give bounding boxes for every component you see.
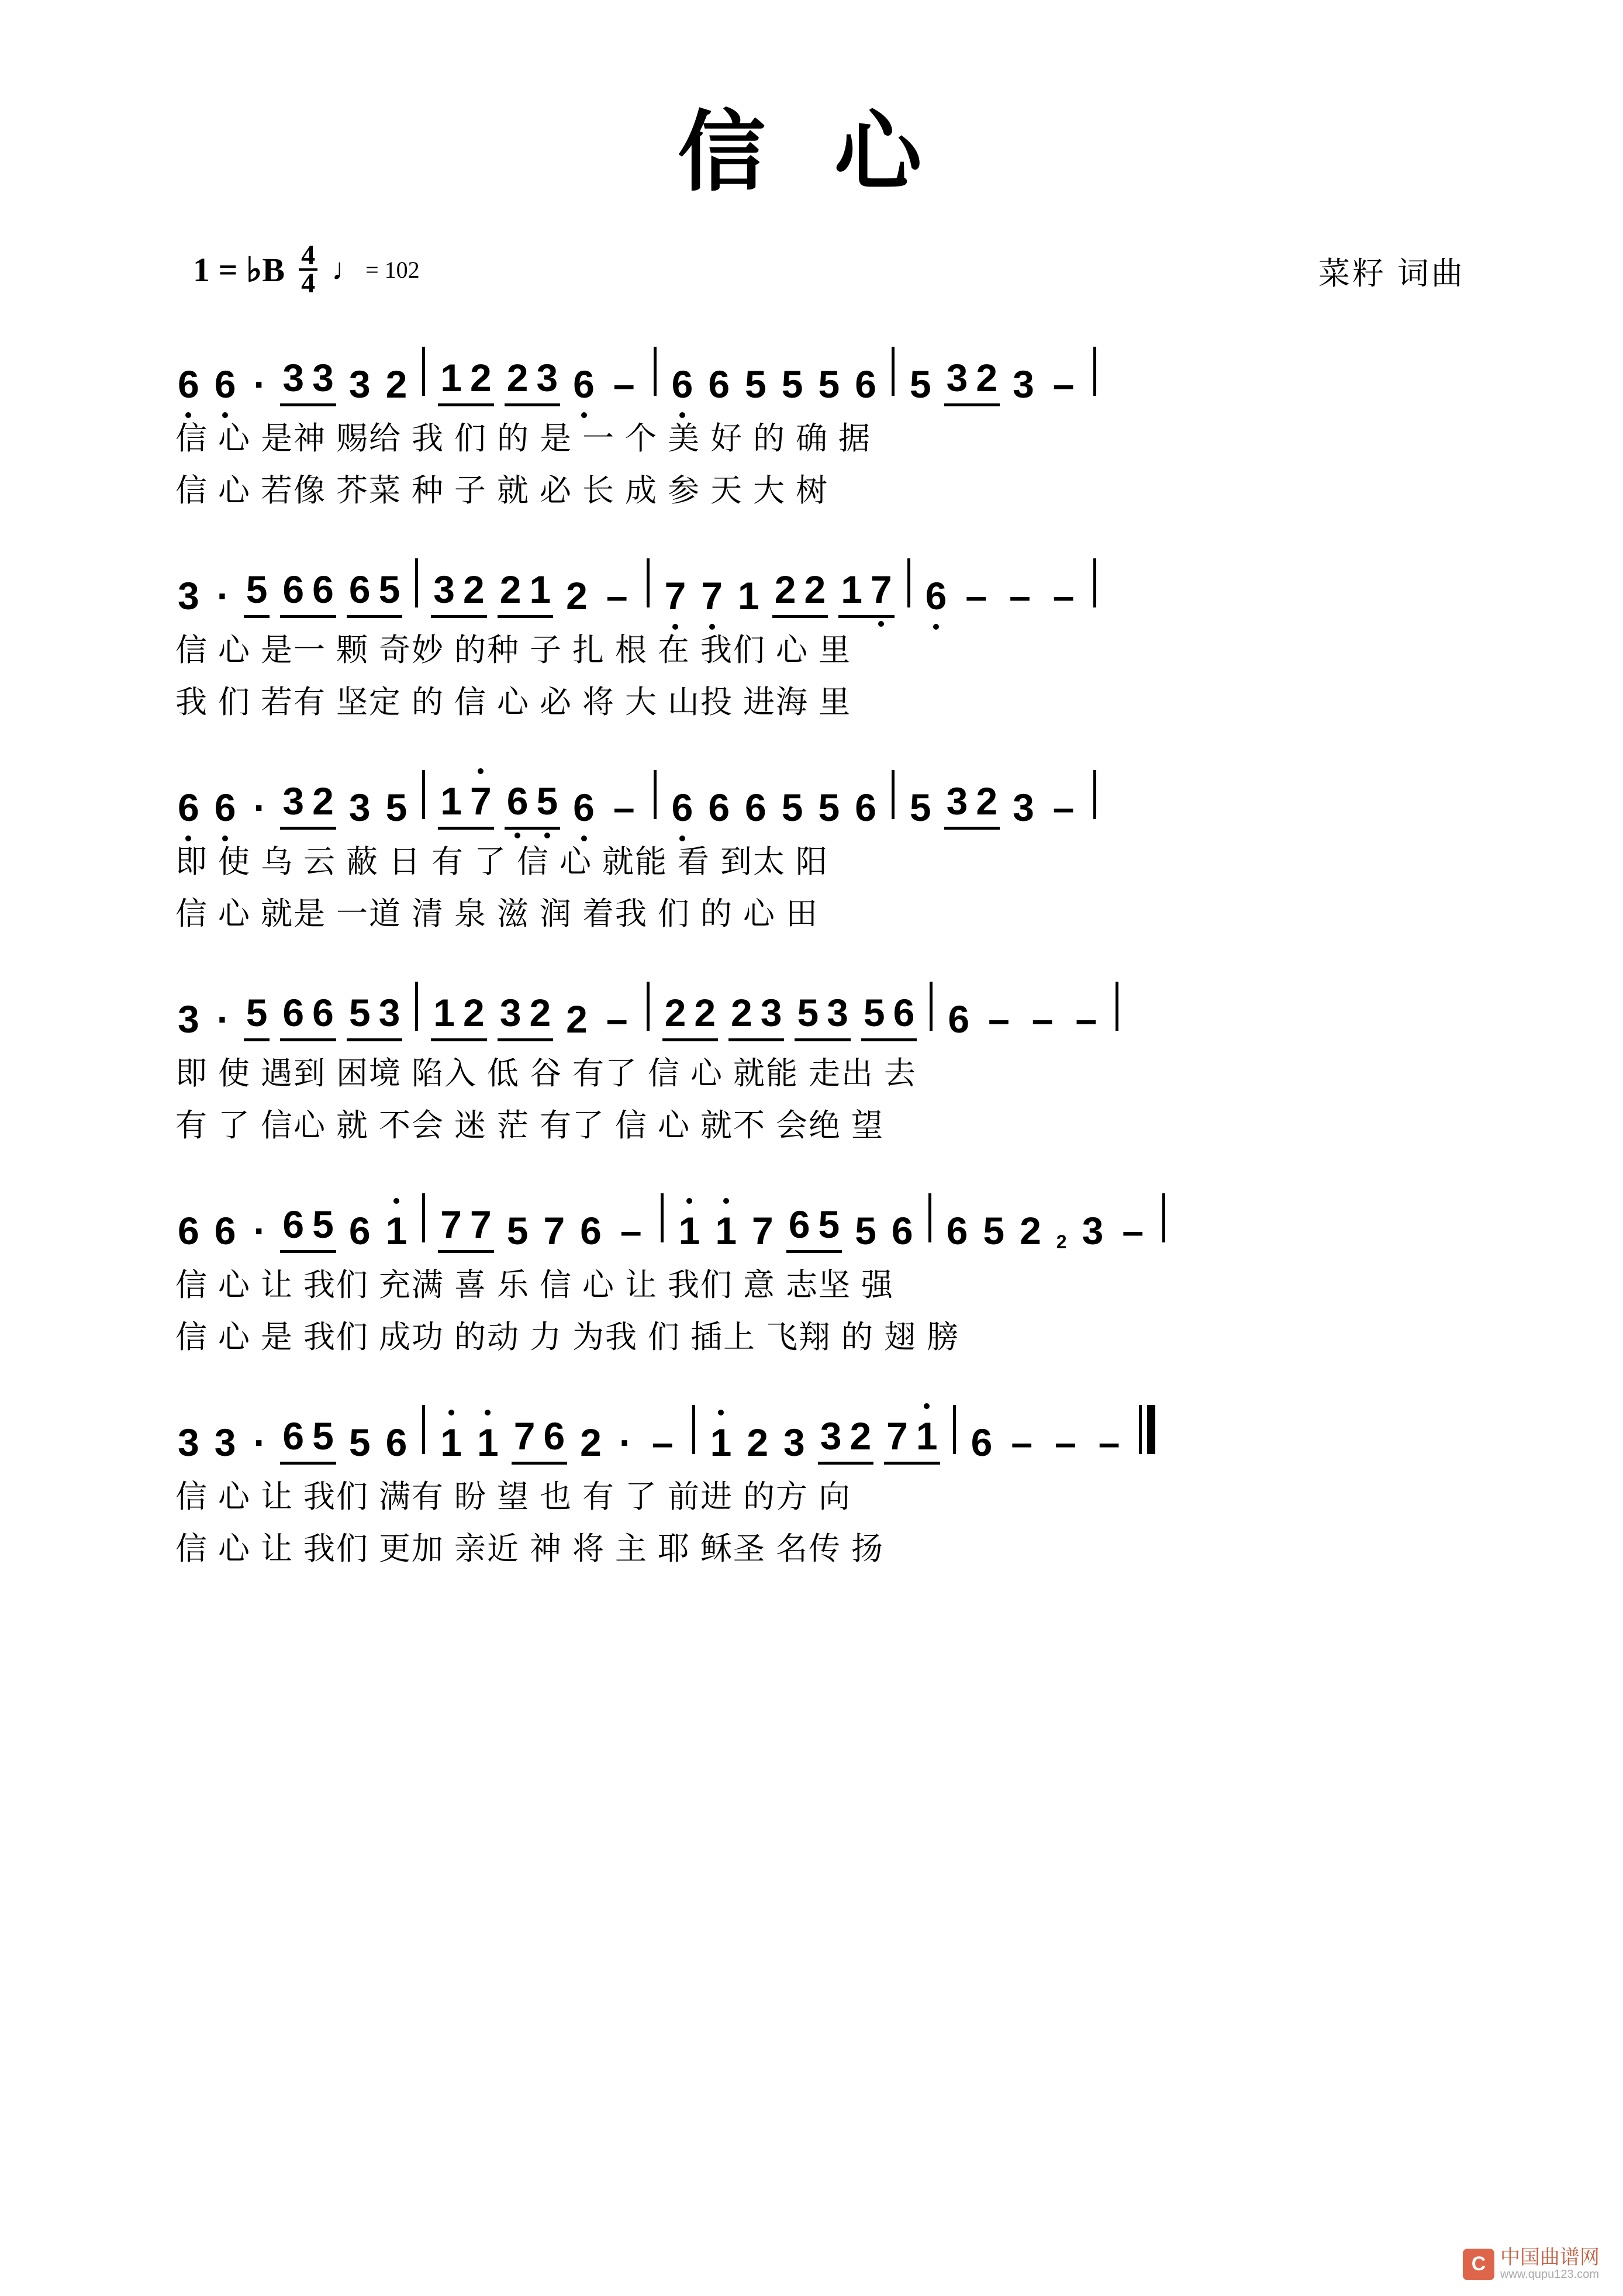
note: 1: [529, 568, 551, 611]
time-signature: [299, 240, 317, 299]
final-barline: [1139, 1405, 1142, 1454]
system-2: [175, 548, 1448, 722]
augmentation-dot: ·: [216, 997, 230, 1041]
note: 7: [440, 1203, 462, 1246]
sustain-dash: –: [1031, 997, 1054, 1041]
note: 5: [534, 779, 560, 823]
sustain-dash: –: [1055, 1421, 1076, 1464]
lyrics-verse-1: 即 使 遇到 困境 陷入 低 谷 有了 信 心 就能 走出 去: [175, 1056, 917, 1091]
note: 6: [971, 1421, 993, 1464]
note: 5: [909, 362, 931, 406]
barline: [953, 1405, 956, 1454]
note: 1: [841, 568, 862, 611]
note: 6: [282, 1414, 305, 1458]
note: 6: [788, 1203, 810, 1246]
beamed-group: [944, 355, 1000, 406]
sustain-dash: –: [1052, 574, 1075, 617]
beamed-group: [498, 567, 553, 618]
note: 6: [946, 1209, 968, 1252]
beamed-group: [662, 990, 718, 1041]
note: 5: [745, 362, 766, 406]
note: 7: [470, 1203, 492, 1246]
sustain-dash: –: [620, 1209, 642, 1252]
note: 5: [312, 1414, 334, 1458]
lyrics-verse-2: 信 心 就是 一道 清 泉 滋 润 着我 们 的 心 田: [175, 896, 819, 931]
note: 6: [212, 785, 239, 830]
beamed-group: [431, 567, 486, 618]
note: 3: [178, 997, 199, 1041]
barline: [415, 558, 418, 607]
watermark-site-name: 中国曲谱网: [1500, 2246, 1600, 2269]
note: 5: [385, 786, 408, 829]
barline: [930, 982, 933, 1031]
note: 6: [923, 574, 949, 618]
note: 2: [731, 991, 752, 1034]
note: 6: [543, 1414, 565, 1458]
lyrics-verse-2: 有 了 信心 就 不会 迷 茫 有了 信 心 就不 会绝 望: [175, 1108, 885, 1143]
note: 2: [385, 362, 408, 406]
score-header: [0, 240, 1623, 313]
measure: [438, 1202, 647, 1253]
note: 6: [855, 362, 876, 406]
augmentation-dot: ·: [253, 1209, 267, 1252]
sustain-dash: –: [613, 362, 635, 406]
barline: [422, 1405, 425, 1454]
barline: [647, 982, 650, 1031]
measure: [438, 779, 640, 830]
key-and-meter: [193, 240, 420, 299]
barline: [654, 770, 657, 819]
augmentation-dot: ·: [253, 1421, 267, 1464]
note: 6: [669, 785, 696, 830]
note: 2: [976, 779, 998, 823]
barline: [1093, 770, 1096, 819]
measure: [662, 990, 917, 1041]
note: 5: [818, 362, 840, 406]
note: 6: [282, 1203, 305, 1246]
note: 2: [774, 568, 796, 611]
note: 1: [440, 356, 462, 399]
augmentation-dot: ·: [619, 1421, 632, 1464]
barline: [892, 770, 895, 819]
note: 5: [818, 786, 840, 829]
lyrics-verse-2: 信 心 让 我们 更加 亲近 神 将 主 耶 稣圣 名传 扬: [175, 1531, 885, 1566]
measure: [175, 1202, 409, 1253]
barline: [422, 770, 425, 819]
sustain-dash: –: [606, 997, 628, 1041]
barline: [661, 1193, 664, 1242]
note: 3: [946, 356, 968, 399]
note: 6: [505, 779, 531, 823]
note: 1: [738, 574, 759, 617]
beamed-group: [280, 779, 336, 830]
measure: [923, 574, 1080, 618]
note: 6: [282, 568, 305, 611]
beamed-group: [347, 567, 402, 618]
note: 5: [909, 786, 931, 829]
note: 2: [804, 568, 826, 611]
barline: [415, 982, 418, 1031]
note: 1: [438, 1420, 464, 1465]
lyrics-verse-2: 信 心 是 我们 成功 的动 力 为我 们 插上 飞翔 的 翅 膀: [175, 1320, 960, 1355]
note: 6: [312, 991, 334, 1034]
measure: [175, 567, 402, 618]
beamed-group: [280, 1414, 336, 1465]
note: 3: [214, 1421, 236, 1464]
barline: [422, 347, 425, 396]
system-1: [175, 336, 1448, 510]
note: 6: [175, 362, 202, 406]
measure: [438, 355, 640, 406]
note: 1: [440, 779, 462, 823]
beamed-group: [498, 990, 553, 1041]
notation-line-2: [175, 548, 1448, 618]
note: 2: [1020, 1209, 1041, 1252]
note: 3: [378, 991, 400, 1034]
beamed-group: [280, 567, 336, 618]
beamed-group: [772, 567, 828, 618]
note: 6: [175, 785, 202, 830]
note: 6: [669, 362, 696, 406]
note: 3: [312, 356, 334, 399]
tempo-value: = 102: [365, 256, 420, 283]
beamed-group: [838, 567, 894, 618]
note: 6: [348, 1209, 371, 1252]
watermark-text: [1500, 2247, 1600, 2281]
beamed-group: [884, 1414, 940, 1465]
note: 5: [855, 1209, 876, 1252]
note: 6: [745, 786, 766, 829]
note: 5: [506, 1209, 529, 1252]
note: 6: [348, 568, 371, 611]
time-signature-denominator: 4: [301, 268, 316, 299]
note: 3: [178, 1421, 199, 1464]
note: 5: [348, 991, 371, 1034]
note: 2: [976, 356, 998, 399]
sustain-dash: –: [988, 997, 1010, 1041]
note: 6: [891, 1209, 913, 1252]
note: 5: [781, 786, 803, 829]
note: 3: [282, 356, 305, 399]
beamed-group: [728, 990, 784, 1041]
sustain-dash: –: [606, 574, 628, 617]
beamed-group: [512, 1414, 567, 1465]
note: 2: [312, 779, 334, 823]
measure: [907, 779, 1080, 830]
beamed-group: [438, 779, 493, 830]
note: 3: [783, 1421, 805, 1464]
note: 2: [850, 1414, 872, 1458]
measure: [175, 779, 409, 830]
lyrics-verse-1: 信 心 让 我们 满有 盼 望 也 有 了 前进 的方 向: [175, 1479, 852, 1514]
note: 5: [244, 567, 270, 618]
note: 5: [244, 990, 270, 1041]
beamed-group: [944, 779, 1000, 830]
barline: [647, 558, 650, 607]
notation-line-1: [175, 336, 1448, 406]
note: 2: [747, 1421, 769, 1464]
note: 7: [752, 1209, 773, 1252]
beamed-group: [505, 779, 560, 830]
measure: [907, 355, 1080, 406]
note: 7: [513, 1414, 536, 1458]
system-4: [175, 971, 1448, 1145]
note: 5: [818, 1203, 840, 1246]
note: 7: [699, 574, 725, 618]
lyrics-verse-2: 信 心 若像 芥菜 种 子 就 必 长 成 参 天 大 树: [175, 473, 829, 508]
beamed-group: [818, 1414, 873, 1465]
note: 2: [566, 574, 588, 617]
beamed-group: [438, 355, 493, 406]
note: 6: [214, 1209, 236, 1252]
composer-credit: 菜籽 词曲: [1318, 256, 1465, 291]
note: 3: [499, 991, 522, 1034]
note: 3: [348, 786, 371, 829]
measure: [662, 567, 895, 618]
note: 3: [946, 779, 968, 823]
note: 6: [580, 1209, 602, 1252]
measure: [175, 990, 402, 1041]
note: 2: [463, 568, 485, 611]
measure: [175, 1414, 409, 1465]
measure: [431, 567, 633, 618]
note: 6: [312, 568, 334, 611]
lyrics-verse-1: 信 心 让 我们 充满 喜 乐 信 心 让 我们 意 志坚 强: [175, 1268, 895, 1303]
measure: [944, 1209, 1149, 1253]
lyrics-verse-1: 信 心 是一 颗 奇妙 的种 子 扎 根 在 我们 心 里: [175, 633, 852, 668]
beamed-group: [280, 990, 336, 1041]
note: 7: [886, 1414, 908, 1458]
lyrics-verse-1: 信 心 是神 赐给 我 们 的 是 一 个 美 好 的 确 据: [175, 421, 872, 456]
augmentation-dot: ·: [216, 574, 230, 617]
sustain-dash: –: [1011, 1421, 1033, 1464]
barline: [892, 347, 895, 396]
note: 6: [708, 362, 730, 406]
note: 6: [571, 785, 597, 830]
measure: [175, 355, 409, 406]
sustain-dash: –: [613, 786, 635, 829]
augmentation-dot: ·: [253, 786, 267, 829]
tempo-marking: [331, 253, 420, 287]
note: 2: [470, 356, 492, 399]
note: 1: [475, 1420, 501, 1465]
note: 2: [506, 356, 529, 399]
note: 2: [694, 991, 716, 1034]
note: 1: [384, 1209, 410, 1253]
system-6: [175, 1394, 1448, 1569]
note: 3: [827, 991, 848, 1034]
note: 3: [282, 779, 305, 823]
note: 7: [868, 567, 895, 612]
barline: [1093, 558, 1096, 607]
note: 6: [178, 1209, 199, 1252]
beamed-group: [438, 1202, 493, 1253]
barline: [692, 1405, 695, 1454]
note: 5: [983, 1209, 1005, 1252]
sustain-dash: –: [1075, 997, 1097, 1041]
notation-line-3: [175, 759, 1448, 830]
barline: [907, 558, 910, 607]
sustain-dash: –: [1098, 1421, 1120, 1464]
note: 1: [713, 1209, 739, 1253]
music-systems: [0, 336, 1623, 1569]
watermark-logo-icon: C: [1463, 2249, 1494, 2280]
site-watermark: [1463, 2247, 1600, 2281]
barline: [422, 1193, 425, 1242]
note: 3: [820, 1414, 842, 1458]
note: 2: [580, 1421, 602, 1464]
barline: [1093, 347, 1096, 396]
lyrics-verse-2: 我 们 若有 坚定 的 信 心 必 将 大 山投 进海 里: [175, 685, 852, 720]
note: 2: [664, 991, 686, 1034]
note: 6: [282, 991, 305, 1034]
measure: [969, 1420, 1126, 1465]
quarter-note-icon: ♩: [331, 253, 362, 286]
note: 6: [855, 786, 876, 829]
watermark-site-url: www.qupu123.com: [1500, 2268, 1599, 2281]
barline: [1116, 982, 1118, 1031]
note: 1: [676, 1209, 703, 1253]
sustain-dash: –: [1052, 786, 1075, 829]
note: 5: [378, 568, 400, 611]
note: 6: [893, 991, 915, 1034]
note: 3: [1082, 1209, 1104, 1252]
note: 5: [781, 362, 803, 406]
note: 5: [348, 1421, 371, 1464]
note: 3: [760, 991, 782, 1034]
note: 2: [529, 991, 551, 1034]
note: 7: [468, 779, 494, 823]
beamed-group: [347, 990, 402, 1041]
measure: [708, 1414, 940, 1465]
note: 1: [708, 1420, 734, 1465]
time-signature-numerator: 4: [299, 243, 317, 271]
augmentation-dot: ·: [253, 362, 267, 406]
measure: [945, 997, 1103, 1041]
notation-line-5: [175, 1183, 1448, 1253]
note: 3: [536, 356, 558, 399]
measure: [669, 785, 879, 830]
note: 2: [463, 991, 485, 1034]
sustain-dash: –: [1052, 362, 1075, 406]
beamed-group: [431, 990, 486, 1041]
barline: [1162, 1193, 1165, 1242]
notation-line-4: [175, 971, 1448, 1041]
barline: [928, 1193, 931, 1242]
note: 6: [571, 362, 597, 406]
page-title: 信 心: [678, 105, 945, 202]
note: 1: [433, 991, 455, 1034]
system-3: [175, 759, 1448, 934]
note: 3: [178, 574, 199, 617]
measure: [676, 1202, 916, 1253]
note: 2: [566, 997, 588, 1041]
note: 3: [1013, 362, 1034, 406]
beamed-group: [861, 990, 917, 1041]
sustain-dash: –: [1122, 1209, 1144, 1252]
note: 6: [212, 362, 239, 406]
beamed-group: [505, 355, 560, 406]
note: 3: [433, 568, 455, 611]
beamed-group: [280, 1202, 336, 1253]
note: 6: [385, 1421, 408, 1464]
system-5: [175, 1183, 1448, 1357]
note: 7: [543, 1209, 565, 1252]
note: 6: [948, 997, 970, 1041]
key-signature: 1 = ♭B: [193, 251, 285, 289]
measure: [438, 1414, 679, 1465]
measure: [669, 362, 879, 406]
note: 5: [863, 991, 885, 1034]
sustain-dash: –: [965, 574, 987, 617]
note: 5: [312, 1203, 334, 1246]
lyrics-verse-1: 即 使 乌 云 蔽 日 有 了 信 心 就能 看 到太 阳: [175, 844, 829, 879]
beamed-group: [786, 1202, 842, 1253]
note: 6: [708, 786, 730, 829]
notation-line-6: [175, 1394, 1448, 1465]
note: 1: [914, 1414, 940, 1458]
sustain-dash: –: [651, 1421, 674, 1464]
beamed-group: [280, 355, 336, 406]
note: 7: [662, 574, 689, 618]
note: 5: [797, 991, 819, 1034]
beamed-group: [795, 990, 850, 1041]
grace-note: 2: [1056, 1231, 1067, 1252]
measure: [431, 990, 633, 1041]
barline: [654, 347, 657, 396]
note: 3: [1013, 786, 1034, 829]
note: 2: [499, 568, 522, 611]
note: 3: [348, 362, 371, 406]
sustain-dash: –: [1009, 574, 1031, 617]
